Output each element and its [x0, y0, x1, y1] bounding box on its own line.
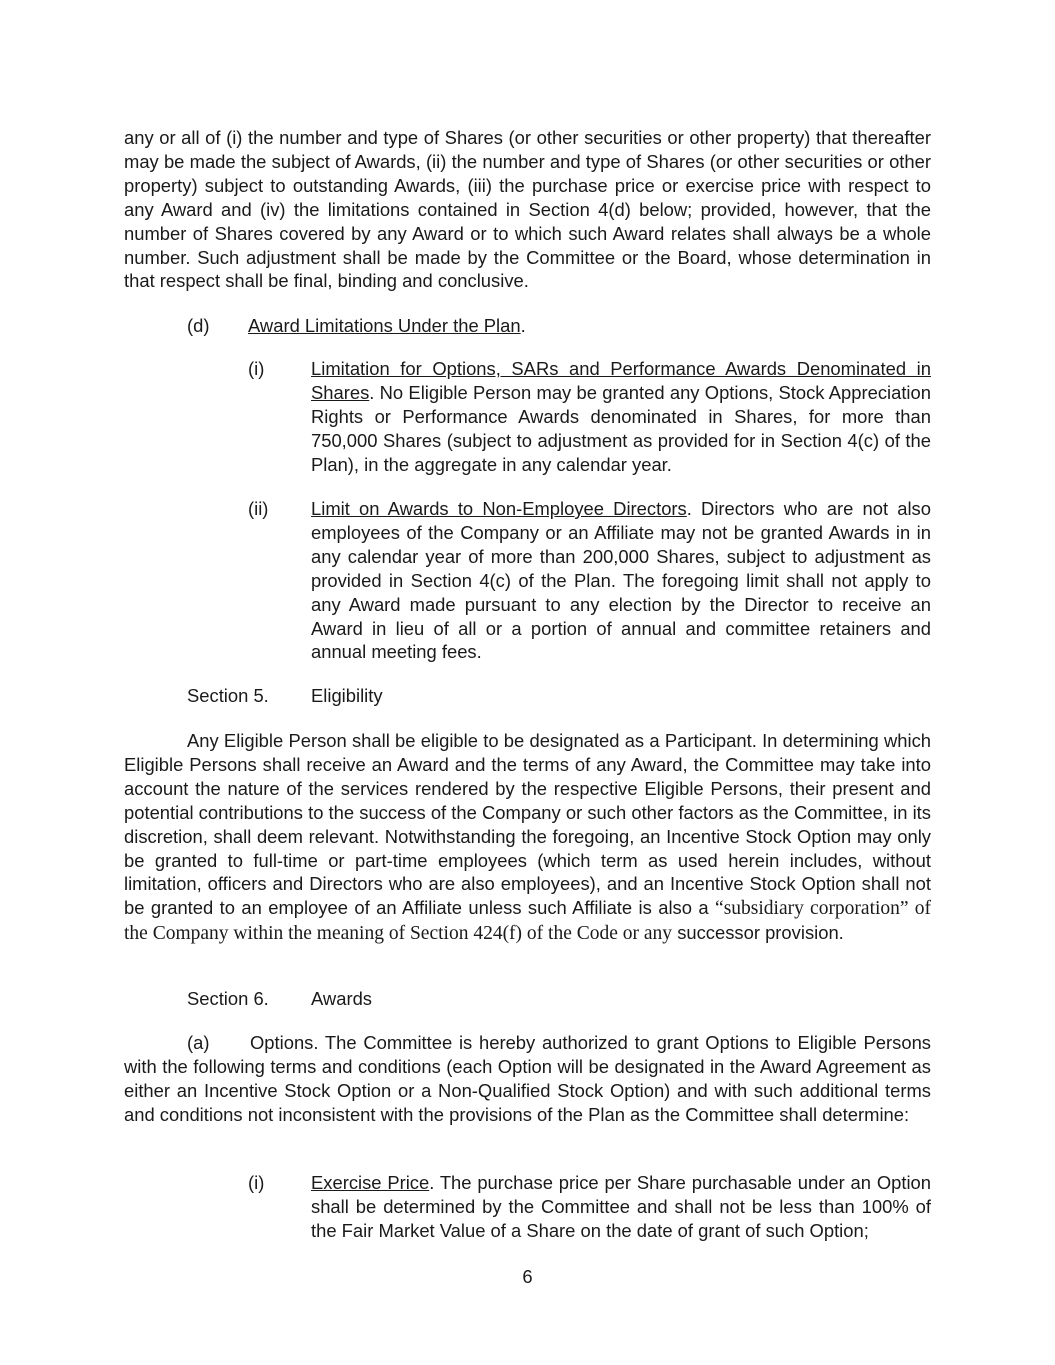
adjustment-paragraph: any or all of (i) the number and type of Shares (or other securities or other property) that thereafter may be made the subject of Awards, (ii) the number and type of Shares (or other securities or other property) subject to outstanding Awards, (iii) the purchase price or exercise price with respect to any Award and (iv) the limitations contained in Section 4(d) below; provided, however, that the number of Shares covered by any Award or to which such Award relates shall always be a whole number. Such adjustment shall be made by the Committee or the Board, whose determination in that respect shall be final, binding and conclusive.	[124, 127, 931, 292]
section-5-heading	[187, 684, 383, 708]
eligibility-paragraph	[124, 729, 931, 946]
options-paragraph	[124, 1031, 931, 1127]
limitation-item-i	[248, 357, 931, 477]
limitation-item-ii	[248, 497, 931, 664]
item-title: Limit on Awards to Non-Employee Directors	[311, 498, 687, 519]
subsection-d-number: (d)	[187, 315, 210, 336]
subsection-a-number: (a)	[187, 1032, 210, 1053]
eligibility-text: Any Eligible Person shall be eligible to be designated as a Participant. In determining which Eligible Persons shall receive an Award and the terms of any Award, the Committee may take into account the nature of the services rendered by the respective Eligible Persons, their present and potential contributions to the success of the Company or such other factors as the Committee, in its discretion, shall deem relevant. Notwithstanding the foregoing, an Incentive Stock Option may only be granted to full-time or part-time employees (which term as used herein includes, without limitation, officers and Directors who are also employees), and an Incentive Stock Option shall not be granted to an employee of an Affiliate unless such Affiliate is also a	[124, 730, 931, 919]
subsection-d-title: Award Limitations Under the Plan	[248, 315, 521, 336]
item-number: (i)	[248, 1172, 265, 1193]
item-text: Directors who are not also employees of the Company or an Affiliate may not be granted Awards in in any calendar year of more than 200,000 Shares, subject to adjustment as provided in Section 4(c) of the Plan. The foregoing limit shall not apply to any Award made pursuant to any election by the Director to receive an Award in lieu of all or a portion of annual and committee retainers and annual meeting fees.	[311, 498, 931, 663]
item-body: Limitation for Options, SARs and Performance Awards Denominated in Shares. No Eligible Person may be granted any Options, Stock Appreciation Rights or Performance Awards denominated in Shares, for more than 750,000 Shares (subject to adjustment as provided for in Section 4(c) of the Plan), in the aggregate in any calendar year.	[311, 358, 931, 475]
item-body: Exercise Price. The purchase price per Share purchasable under an Option shall be determined by the Committee and shall not be less than 100% of the Fair Market Value of a Share on the date of grant of such Option;	[311, 1172, 932, 1241]
section-6-title: Awards	[311, 988, 372, 1009]
subsection-d-heading: (d) Award Limitations Under the Plan.	[187, 315, 526, 336]
item-number: (ii)	[248, 498, 269, 519]
section-6-label: Section 6.	[187, 988, 269, 1009]
page-number: 6	[522, 1266, 533, 1287]
item-title: Exercise Price	[311, 1172, 430, 1193]
item-body: Limit on Awards to Non-Employee Directors. Directors who are not also employees of the Company or an Affiliate may not be granted Awards in in any calendar year of more than 200,000 Shares, subject to adjustment as provided in Section 4(c) of the Plan. The foregoing limit shall not apply to any Award made pursuant to any election by the Director to receive an Award in lieu of all or a portion of annual and committee retainers and annual meeting fees.	[311, 498, 931, 663]
item-title: Limitation for Options, SARs and Performance Awards Denominated in Shares	[311, 358, 931, 403]
exercise-price-item	[248, 1171, 931, 1243]
item-text: The purchase price per Share purchasable under an Option shall be determined by the Committee and shall not be less than 100% of the Fair Market Value of a Share on the date of grant of such Option;	[311, 1172, 932, 1241]
eligibility-text-end: successor provision.	[677, 922, 844, 944]
eligibility-serif-text: “subsidiary corporation” of the Company within the meaning of Section 424(f) of the Code or any	[124, 898, 931, 945]
section-5-title: Eligibility	[311, 685, 383, 706]
section-6-heading	[187, 987, 372, 1011]
item-number: (i)	[248, 358, 265, 379]
item-text: No Eligible Person may be granted any Options, Stock Appreciation Rights or Performance Awards denominated in Shares, for more than 750,000 Shares (subject to adjustment as provided for in Section 4(c) of the Plan), in the aggregate in any calendar year.	[311, 381, 931, 475]
options-text: Options. The Committee is hereby authorized to grant Options to Eligible Persons with the following terms and conditions (each Option will be designated in the Award Agreement as either an Incentive Stock Option or a Non-Qualified Stock Option) and with such additional terms and conditions not inconsistent with the provisions of the Plan as the Committee shall determine:	[124, 1032, 931, 1125]
section-5-label: Section 5.	[187, 685, 269, 706]
